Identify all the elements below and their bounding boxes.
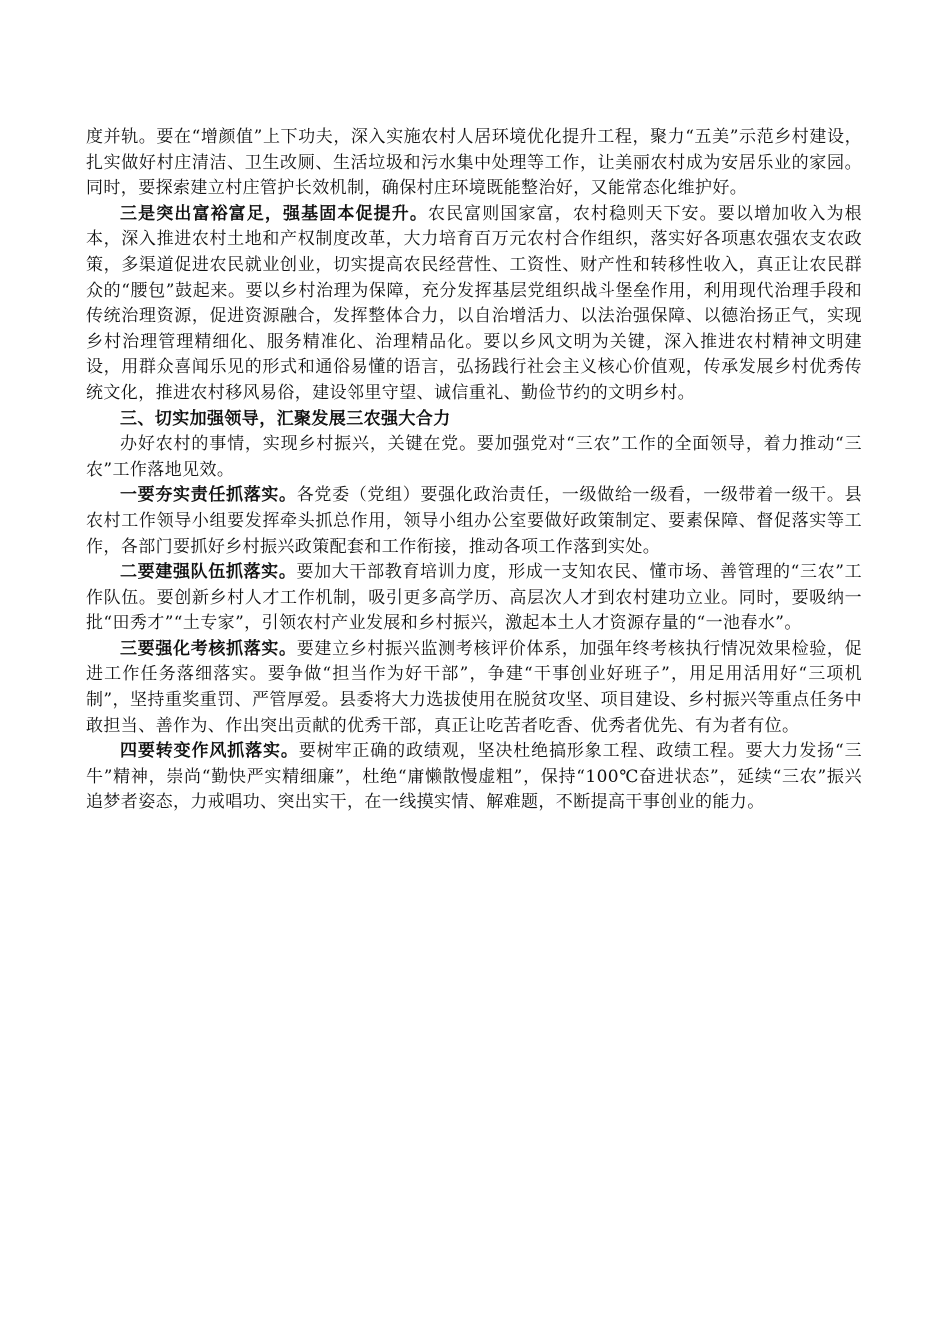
paragraph-lead: 三是突出富裕富足，强基固本促提升。: [120, 203, 428, 224]
paragraph-lead: 四要转变作风抓落实。: [120, 741, 299, 762]
paragraph-lead: 三要强化考核抓落实。: [120, 638, 297, 659]
section-heading: 三、切实加强领导，汇聚发展三农强大合力: [120, 408, 451, 429]
paragraph-text: 农民富则国家富，农村稳则天下安。要以增加收入为根本，深入推进农村土地和产权制度改革，大力培育百万元农村合作组织，落实好各项惠农强农支农政策，多渠道促进农民就业创业，切实提高农民经营性、工资性、财产性和转移性收入，真正让农民群众的“腰包”鼓起来。要以乡村治理为保障，充分发挥基层党组织战斗堡垒作用，利用现代治理手段和传统治理资源，促进资源融合，发挥整体合力，以自治增活力、以法治强保障、以德治扬正气，实现乡村治理管理精细化、服务精准化、治理精品化。要以乡风文明为关键，深入推进农村精神文明建设，用群众喜闻乐见的形式和通俗易懂的语言，弘扬践行社会主义核心价值观，传承发展乡村优秀传统文化，推进农村移风易俗，建设邻里守望、诚信重礼、勤俭节约的文明乡村。: [86, 203, 862, 403]
document-page: [86, 125, 862, 816]
paragraph-text: 要加大干部教育培训力度，形成一支知农民、懂市场、善管理的“三农”工作队伍。要创新乡村人才工作机制，吸引更多高学历、高层次人才到农村建功立业。同时，要吸纳一批“田秀才”“土专家”，引领农村产业发展和乡村振兴，激起本土人才资源存量的“一池春水”。: [86, 562, 862, 634]
paragraph-text: 各党委（党组）要强化政治责任，一级做给一级看，一级带着一级干。县农村工作领导小组要发挥牵头抓总作用，领导小组办公室要做好政策制定、要素保障、督促落实等工作，各部门要抓好乡村振兴政策配套和工作衔接，推动各项工作落到实处。: [86, 485, 862, 557]
paragraph-intro: [86, 432, 862, 483]
paragraph-text: 办好农村的事情，实现乡村振兴，关键在党。要加强党对“三农”工作的全面领导，着力推动“三农”工作落地见效。: [86, 434, 862, 480]
paragraph-item-four: [86, 739, 862, 816]
paragraph-lead: 二要建强队伍抓落实。: [120, 562, 297, 583]
paragraph-point-three: [86, 202, 862, 407]
paragraph-text: 要树牢正确的政绩观，坚决杜绝搞形象工程、政绩工程。要大力发扬“三牛”精神，崇尚“勤快严实精细廉”，杜绝“庸懒散慢虚粗”，保持“100℃奋进状态”，延续“三农”振兴追梦者姿态，力戒唱功、突出实干，在一线摸实情、解难题，不断提高干事创业的能力。: [86, 741, 862, 813]
paragraph-item-one: [86, 483, 862, 560]
paragraph-lead: 一要夯实责任抓落实。: [120, 485, 297, 506]
paragraph-item-two: [86, 560, 862, 637]
paragraph-continuation: [86, 125, 862, 202]
paragraph-item-three: [86, 637, 862, 739]
paragraph-text: 要建立乡村振兴监测考核评价体系，加强年终考核执行情况效果检验，促进工作任务落细落实。要争做“担当作为好干部”，争建“干事创业好班子”，用足用活用好“三项机制”，坚持重奖重罚、严管厚爱。县委将大力选拔使用在脱贫攻坚、项目建设、乡村振兴等重点任务中敢担当、善作为、作出突出贡献的优秀干部，真正让吃苦者吃香、优秀者优先、有为者有位。: [86, 638, 862, 736]
paragraph-text: 度并轨。要在“增颜值”上下功夫，深入实施农村人居环境优化提升工程，聚力“五美”示范乡村建设，扎实做好村庄清洁、卫生改厕、生活垃圾和污水集中处理等工作，让美丽农村成为安居乐业的家园。同时，要探索建立村庄管护长效机制，确保村庄环境既能整治好，又能常态化维护好。: [86, 127, 862, 199]
